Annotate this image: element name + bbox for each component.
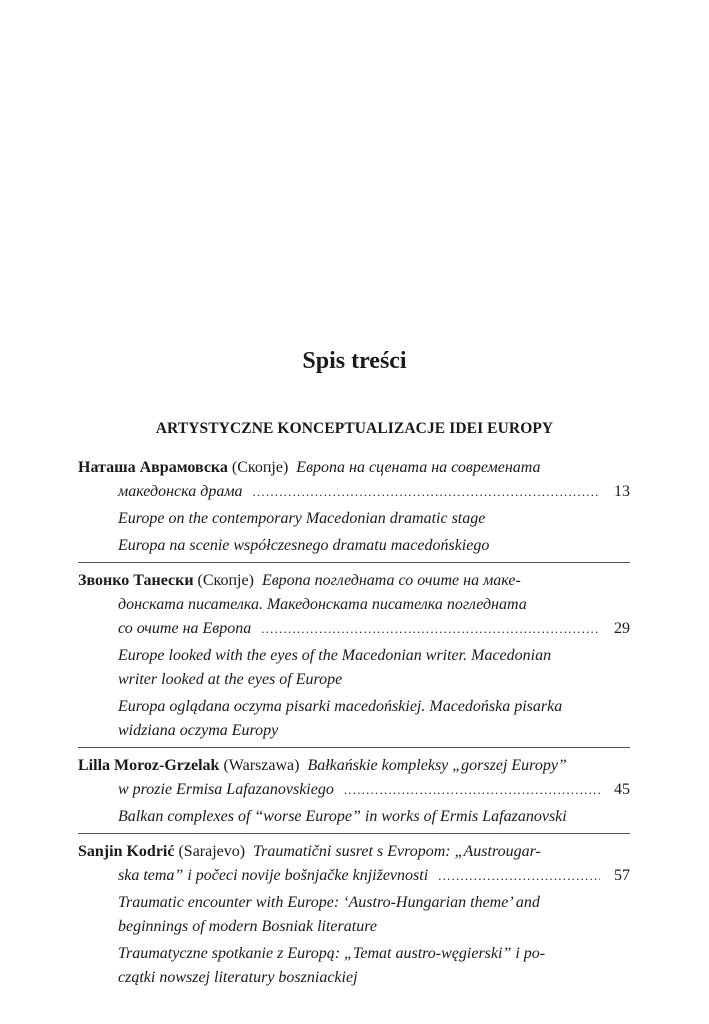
entry-translation-en-continued: beginnings of modern Bosniak literature: [118, 918, 377, 935]
entry-heading-line: [78, 456, 630, 480]
entry-page-number: 57: [614, 867, 630, 884]
entry-translation-pl-continued: czątki nowszej literatury boszniackiej: [118, 969, 358, 986]
toc-entry: [78, 754, 630, 829]
entry-author: Lilla Moroz-Grzelak: [78, 757, 220, 774]
toc-entry: [78, 840, 630, 990]
entry-leader-line: [78, 864, 630, 888]
entry-city: (Warszawa): [223, 757, 300, 774]
entry-title: Bałkańskie kompleksy „gorszej Europy”: [307, 757, 567, 774]
entry-title-continued: донската писателка. Македонската писателка погледната: [118, 596, 527, 613]
dot-leader: [438, 864, 600, 888]
page-title: Spis treści: [302, 348, 407, 374]
dot-leader: [261, 617, 600, 641]
entry-leader-line: [78, 480, 630, 504]
entry-title-end: македонска драма: [118, 483, 243, 500]
entry-city: (Скопје): [197, 572, 254, 589]
entry-leader-line: [78, 617, 630, 641]
entry-translation-en: Europe on the contemporary Macedonian dramatic stage: [118, 510, 486, 527]
entry-translation-en-continued: writer looked at the eyes of Europe: [118, 671, 343, 688]
entry-translation-pl: Traumatyczne spotkanie z Europą: „Temat austro-węgierski” i po-: [118, 945, 546, 962]
entry-heading-line: [78, 569, 630, 593]
toc-entry: [78, 456, 630, 558]
entry-page-number: 29: [614, 620, 630, 637]
entry-translation-en: Europe looked with the eyes of the Macedonian writer. Macedonian: [118, 647, 552, 664]
section-heading: ARTYSTYCZNE KONCEPTUALIZACJE IDEI EUROPY: [155, 420, 554, 437]
entry-title: Европа погледната со очите на маке-: [261, 572, 521, 589]
entry-author: Sanjin Kodrić: [78, 843, 175, 860]
entry-page-number: 13: [614, 483, 630, 500]
entry-translation-en: Traumatic encounter with Europe: ‘Austro-Hungarian theme’ and: [118, 894, 540, 911]
entry-translation-pl: Europa na scenie współczesnego dramatu macedońskiego: [118, 537, 490, 554]
entry-title: Европа на сцената на современата: [296, 459, 541, 476]
entry-translation-en: Balkan complexes of “worse Europe” in works of Ermis Lafazanovski: [118, 808, 567, 825]
entry-title: Traumatični susret s Evropom: „Austrougar-: [253, 843, 541, 860]
toc-entry: [78, 569, 630, 743]
entry-page-number: 45: [614, 781, 630, 798]
entry-divider: [78, 833, 630, 834]
entry-title-end: со очите на Европа: [118, 620, 252, 637]
entry-title-end: ska tema” i počeci novije bošnjačke književnosti: [118, 867, 429, 884]
dot-leader: [253, 480, 600, 504]
entry-author: Наташа Аврамовска: [78, 459, 228, 476]
entry-translation-pl-continued: widziana oczyma Europy: [118, 722, 279, 739]
entry-heading-line: [78, 840, 630, 864]
entry-translation-pl: Europa oglądana oczyma pisarki macedońskiej. Macedońska pisarka: [118, 698, 563, 715]
entry-city: (Скопје): [231, 459, 289, 476]
entry-divider: [78, 562, 630, 563]
dot-leader: [344, 778, 600, 802]
entry-city: (Sarajevo): [178, 843, 246, 860]
entry-title-end: w prozie Ermisa Lafazanovskiego: [118, 781, 334, 798]
entry-divider: [78, 747, 630, 748]
entry-heading-line: [78, 754, 630, 778]
table-of-contents: [78, 456, 630, 994]
entry-leader-line: [78, 778, 630, 802]
entry-author: Звонко Танески: [78, 572, 194, 589]
